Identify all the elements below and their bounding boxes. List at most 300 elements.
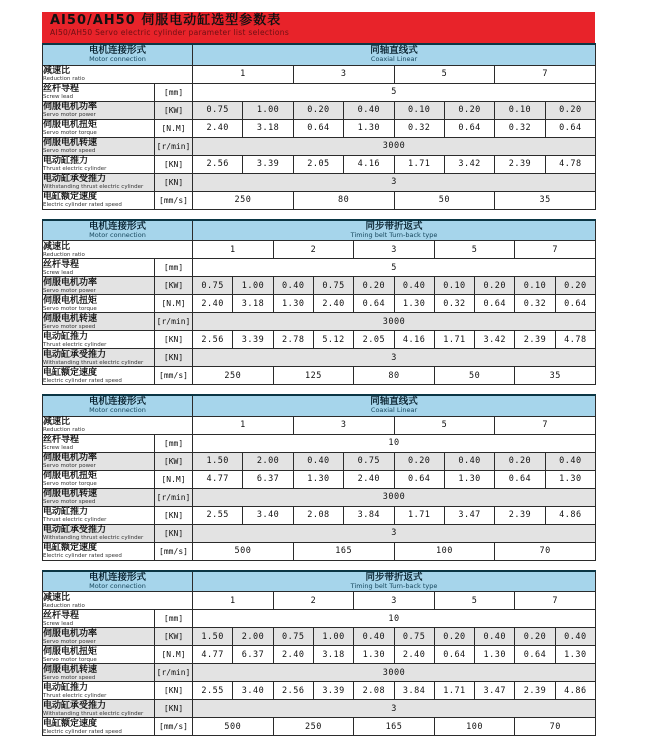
label-withstand [43,700,155,718]
label-motor_speed-en: Servo motor speed [43,323,96,330]
cell-thrust-3: 5.12 [313,331,353,349]
cell-rated_speed-0: 250 [193,367,274,385]
unit-motor_speed: [r/min] [155,664,193,682]
label-withstand [43,173,155,191]
cell-power-5: 0.75 [394,628,434,646]
cell-torque-0: 2.40 [193,295,233,313]
cell-power-1: 2.00 [233,628,273,646]
cell-torque-2: 1.30 [273,295,313,313]
label-withstand-zh: 电动缸承受推力 [43,174,107,184]
unit-thrust: [KN] [155,331,193,349]
label-thrust-zh: 电动缸推力 [43,682,89,693]
cell-ratios-1: 3 [293,65,394,83]
cell-thrust-0: 2.56 [193,331,233,349]
label-torque-zh: 伺服电机扭矩 [43,471,98,481]
cell-thrust-2: 2.05 [293,155,343,173]
label-thrust [43,506,155,524]
unit-rated_speed: [mm/s] [155,542,193,560]
cell-ratios-4: 7 [515,592,596,610]
cell-power-5: 0.40 [444,452,494,470]
cell-power-4: 0.20 [354,277,394,295]
unit-screw_lead: [mm] [155,259,193,277]
cell-power-3: 0.75 [313,277,353,295]
cell-torque-7: 1.30 [475,646,515,664]
cell-rated_speed-2: 50 [394,191,495,209]
row-screw_lead [43,83,596,101]
cell-thrust-1: 3.39 [233,331,273,349]
unit-withstand: [KN] [155,349,193,367]
label-motor_speed [43,313,155,331]
row-thrust [43,331,596,349]
motor-connection-label-en: Motor connection [89,55,146,64]
label-motor_speed-zh: 伺服电机转速 [43,664,98,675]
header-motor-connection [43,44,193,65]
cell-ratios-2: 3 [354,241,435,259]
label-thrust-zh: 电动缸推力 [43,331,89,342]
cell-torque-1: 6.37 [233,646,273,664]
row-torque [43,295,596,313]
header-motor-connection [43,220,193,241]
connection-type-en: Timing belt Turn-back type [350,230,438,239]
label-torque-zh: 伺服电机扭矩 [43,295,98,306]
cell-ratios-0: 1 [193,241,274,259]
unit-rated_speed: [mm/s] [155,191,193,209]
row-ratios [43,241,596,259]
page-subtitle: AI50/AH50 Servo electric cylinder parameter list selections [50,28,290,37]
row-torque [43,646,596,664]
cell-power-0: 1.50 [193,628,233,646]
cell-ratios-2: 3 [354,592,435,610]
label-screw_lead-zh: 丝杆导程 [43,610,80,621]
unit-rated_speed: [mm/s] [155,367,193,385]
cell-rated_speed-2: 100 [394,542,495,560]
motor-connection-label-zh: 电机连接形式 [89,220,147,232]
label-ratios [43,65,193,83]
label-rated_speed-en: Electric cylinder rated speed [43,553,122,559]
cell-screw_lead: 5 [193,259,596,277]
label-power-zh: 伺服电机功率 [43,453,98,463]
parameter-table-4 [42,570,596,737]
cell-power-9: 0.40 [555,628,595,646]
unit-motor_speed: [r/min] [155,488,193,506]
row-motor_speed [43,313,596,331]
unit-torque: [N.M] [155,470,193,488]
cell-torque-8: 0.32 [515,295,555,313]
cell-power-5: 0.20 [444,101,494,119]
label-screw_lead-en: Screw lead [43,269,74,276]
cell-torque-5: 2.40 [394,646,434,664]
label-rated_speed [43,718,155,736]
motor-connection-label-en: Motor connection [89,581,146,590]
cell-ratios-3: 7 [495,65,596,83]
row-withstand [43,173,596,191]
cell-torque-6: 0.32 [495,119,545,137]
label-torque [43,646,155,664]
row-withstand [43,349,596,367]
label-power [43,277,155,295]
cell-rated_speed-2: 165 [354,718,435,736]
cell-thrust-7: 3.42 [475,331,515,349]
row-rated_speed [43,191,596,209]
unit-power: [KW] [155,628,193,646]
unit-screw_lead: [mm] [155,434,193,452]
label-ratios [43,416,193,434]
cell-thrust-9: 4.78 [555,331,595,349]
cell-thrust-0: 2.55 [193,682,233,700]
label-thrust-zh: 电动缸推力 [43,156,89,166]
row-withstand [43,524,596,542]
cell-torque-0: 2.40 [193,119,243,137]
cell-power-7: 0.20 [475,277,515,295]
section-header-row [43,44,596,65]
page-title: AI50/AH50 伺服电动缸选型参数表 [50,13,282,28]
parameter-table-1 [42,43,596,210]
cell-power-1: 1.00 [233,277,273,295]
cell-ratios-0: 1 [193,416,294,434]
cell-ratios-0: 1 [193,592,274,610]
cell-thrust-2: 2.78 [273,331,313,349]
cell-power-2: 0.20 [293,101,343,119]
section-header-row [43,571,596,592]
unit-torque: [N.M] [155,119,193,137]
label-ratios-zh: 减速比 [43,417,71,427]
cell-torque-2: 1.30 [293,470,343,488]
cell-withstand: 3 [193,524,596,542]
cell-power-0: 1.50 [193,452,243,470]
label-torque-en: Servo motor torque [43,656,97,663]
row-ratios [43,65,596,83]
cell-motor_speed: 3000 [193,137,596,155]
cell-ratios-1: 2 [273,241,354,259]
cell-power-2: 0.40 [273,277,313,295]
cell-rated_speed-1: 125 [273,367,354,385]
label-rated_speed [43,367,155,385]
cell-power-1: 1.00 [243,101,293,119]
label-screw_lead-zh: 丝杆导程 [43,435,80,445]
label-ratios-zh: 减速比 [43,66,71,76]
label-power-en: Servo motor power [43,112,96,118]
cell-torque-2: 2.40 [273,646,313,664]
label-rated_speed-zh: 电缸额定速度 [43,718,98,729]
sections [0,43,649,736]
title-banner [42,12,595,43]
row-power [43,101,596,119]
label-rated_speed-zh: 电缸额定速度 [43,192,98,202]
unit-torque: [N.M] [155,295,193,313]
label-torque [43,470,155,488]
cell-rated_speed-4: 70 [515,718,596,736]
cell-thrust-5: 3.47 [444,506,494,524]
label-withstand-en: Withstanding thrust electric cylinder [43,359,144,366]
cell-power-3: 1.00 [313,628,353,646]
row-thrust [43,682,596,700]
cell-torque-9: 0.64 [555,295,595,313]
label-motor_speed-zh: 伺服电机转速 [43,138,98,148]
cell-power-9: 0.20 [555,277,595,295]
label-withstand-zh: 电动缸承受推力 [43,525,107,535]
label-rated_speed-zh: 电缸额定速度 [43,367,98,378]
cell-thrust-6: 2.39 [495,155,545,173]
cell-power-6: 0.20 [434,628,474,646]
cell-torque-2: 0.64 [293,119,343,137]
connection-type-zh: 同步带折返式 [365,571,423,583]
cell-screw_lead: 10 [193,610,596,628]
section-header-row [43,220,596,241]
section-header-row [43,395,596,416]
label-rated_speed [43,542,155,560]
cell-torque-8: 0.64 [515,646,555,664]
label-motor_speed-zh: 伺服电机转速 [43,489,98,499]
cell-thrust-9: 4.86 [555,682,595,700]
connection-type-zh: 同轴直线式 [370,45,418,57]
label-thrust [43,682,155,700]
cell-thrust-4: 2.08 [354,682,394,700]
cell-torque-4: 1.30 [354,646,394,664]
cell-power-8: 0.10 [515,277,555,295]
cell-rated_speed-1: 250 [273,718,354,736]
cell-screw_lead: 10 [193,434,596,452]
cell-thrust-3: 4.16 [344,155,394,173]
cell-rated_speed-4: 35 [515,367,596,385]
unit-torque: [N.M] [155,646,193,664]
label-withstand-zh: 电动缸承受推力 [43,349,107,360]
row-rated_speed [43,367,596,385]
label-screw_lead-zh: 丝杆导程 [43,259,80,270]
row-thrust [43,506,596,524]
label-power-en: Servo motor power [43,463,96,469]
row-motor_speed [43,137,596,155]
header-connection-type [193,44,596,65]
unit-motor_speed: [r/min] [155,137,193,155]
label-torque-zh: 伺服电机扭矩 [43,646,98,657]
cell-rated_speed-3: 70 [495,542,596,560]
label-screw_lead [43,83,155,101]
cell-power-6: 0.20 [495,452,545,470]
parameter-table-3 [42,394,596,561]
cell-rated_speed-2: 80 [354,367,435,385]
label-ratios-en: Reduction ratio [43,76,85,82]
cell-torque-4: 0.64 [354,295,394,313]
unit-withstand: [KN] [155,524,193,542]
motor-connection-label-zh: 电机连接形式 [89,571,147,583]
connection-type-zh: 同步带折返式 [365,220,423,232]
label-screw_lead-zh: 丝杆导程 [43,84,80,94]
cell-motor_speed: 3000 [193,488,596,506]
label-ratios-en: Reduction ratio [43,602,85,609]
cell-ratios-4: 7 [515,241,596,259]
unit-thrust: [KN] [155,155,193,173]
label-thrust [43,155,155,173]
label-withstand [43,524,155,542]
label-power-en: Servo motor power [43,287,96,294]
cell-torque-5: 1.30 [394,295,434,313]
label-motor_speed-en: Servo motor speed [43,499,96,505]
label-power [43,101,155,119]
label-thrust [43,331,155,349]
cell-power-1: 2.00 [243,452,293,470]
row-ratios [43,416,596,434]
row-power [43,452,596,470]
cell-ratios-1: 2 [273,592,354,610]
unit-screw_lead: [mm] [155,83,193,101]
parameter-table-2 [42,219,596,386]
cell-power-2: 0.75 [273,628,313,646]
row-torque [43,119,596,137]
cell-torque-5: 1.30 [444,470,494,488]
label-rated_speed-en: Electric cylinder rated speed [43,377,122,384]
cell-thrust-5: 3.42 [444,155,494,173]
cell-motor_speed: 3000 [193,313,596,331]
cell-thrust-1: 3.39 [243,155,293,173]
label-withstand-en: Withstanding thrust electric cylinder [43,535,144,541]
row-power [43,277,596,295]
cell-power-7: 0.20 [545,101,595,119]
motor-connection-label-zh: 电机连接形式 [89,45,147,57]
cell-power-2: 0.40 [293,452,343,470]
unit-withstand: [KN] [155,700,193,718]
row-screw_lead [43,610,596,628]
cell-torque-6: 0.64 [434,646,474,664]
row-motor_speed [43,488,596,506]
cell-power-7: 0.40 [475,628,515,646]
cell-ratios-2: 5 [394,416,495,434]
cell-power-4: 0.20 [394,452,444,470]
label-screw_lead [43,259,155,277]
cell-thrust-4: 2.05 [354,331,394,349]
cell-torque-4: 0.64 [394,470,444,488]
row-motor_speed [43,664,596,682]
cell-torque-3: 3.18 [313,646,353,664]
cell-withstand: 3 [193,700,596,718]
header-connection-type [193,571,596,592]
row-rated_speed [43,718,596,736]
cell-rated_speed-0: 250 [193,191,294,209]
label-withstand-zh: 电动缸承受推力 [43,700,107,711]
page [0,12,649,743]
cell-power-8: 0.20 [515,628,555,646]
label-ratios [43,241,193,259]
header-motor-connection [43,571,193,592]
unit-screw_lead: [mm] [155,610,193,628]
label-torque [43,119,155,137]
cell-motor_speed: 3000 [193,664,596,682]
cell-torque-1: 6.37 [243,470,293,488]
cell-thrust-6: 1.71 [434,331,474,349]
cell-thrust-5: 3.84 [394,682,434,700]
label-withstand-en: Withstanding thrust electric cylinder [43,184,144,190]
label-thrust-en: Thrust electric cylinder [43,692,107,699]
cell-thrust-7: 4.86 [545,506,595,524]
cell-thrust-8: 2.39 [515,682,555,700]
cell-power-6: 0.10 [434,277,474,295]
cell-rated_speed-3: 100 [434,718,515,736]
cell-rated_speed-1: 80 [293,191,394,209]
cell-ratios-2: 5 [394,65,495,83]
label-screw_lead-en: Screw lead [43,445,74,451]
cell-torque-3: 1.30 [344,119,394,137]
cell-power-0: 0.75 [193,277,233,295]
cell-thrust-3: 3.84 [344,506,394,524]
cell-ratios-3: 5 [434,592,515,610]
label-motor_speed-en: Servo motor speed [43,674,96,681]
unit-thrust: [KN] [155,506,193,524]
motor-connection-label-zh: 电机连接形式 [89,396,147,408]
cell-torque-7: 1.30 [545,470,595,488]
unit-power: [KW] [155,101,193,119]
unit-power: [KW] [155,277,193,295]
label-screw_lead-en: Screw lead [43,620,74,627]
label-thrust-en: Thrust electric cylinder [43,341,107,348]
cell-rated_speed-0: 500 [193,718,274,736]
cell-thrust-0: 2.56 [193,155,243,173]
cell-screw_lead: 5 [193,83,596,101]
cell-thrust-0: 2.55 [193,506,243,524]
label-power-zh: 伺服电机功率 [43,628,98,639]
label-ratios-en: Reduction ratio [43,427,85,433]
cell-power-3: 0.75 [344,452,394,470]
label-rated_speed-zh: 电缸额定速度 [43,543,98,553]
cell-thrust-7: 3.47 [475,682,515,700]
label-thrust-zh: 电动缸推力 [43,507,89,517]
cell-thrust-6: 1.71 [434,682,474,700]
label-screw_lead [43,434,155,452]
cell-thrust-3: 3.39 [313,682,353,700]
cell-thrust-1: 3.40 [243,506,293,524]
row-power [43,628,596,646]
cell-torque-1: 3.18 [243,119,293,137]
row-screw_lead [43,259,596,277]
cell-ratios-3: 7 [495,416,596,434]
row-rated_speed [43,542,596,560]
motor-connection-label-en: Motor connection [89,406,146,415]
unit-withstand: [KN] [155,173,193,191]
cell-torque-5: 0.64 [444,119,494,137]
cell-thrust-5: 4.16 [394,331,434,349]
cell-thrust-4: 1.71 [394,155,444,173]
label-thrust-en: Thrust electric cylinder [43,166,107,172]
cell-rated_speed-0: 500 [193,542,294,560]
cell-torque-7: 0.64 [475,295,515,313]
label-torque-en: Servo motor torque [43,481,97,487]
label-motor_speed [43,488,155,506]
cell-torque-1: 3.18 [233,295,273,313]
cell-thrust-8: 2.39 [515,331,555,349]
cell-ratios-0: 1 [193,65,294,83]
header-motor-connection [43,395,193,416]
unit-rated_speed: [mm/s] [155,718,193,736]
label-rated_speed-en: Electric cylinder rated speed [43,728,122,735]
label-torque-en: Servo motor torque [43,130,97,136]
row-thrust [43,155,596,173]
label-ratios [43,592,193,610]
row-screw_lead [43,434,596,452]
label-ratios-zh: 减速比 [43,241,71,252]
label-motor_speed-zh: 伺服电机转速 [43,313,98,324]
cell-thrust-4: 1.71 [394,506,444,524]
cell-power-3: 0.40 [344,101,394,119]
header-connection-type [193,220,596,241]
unit-motor_speed: [r/min] [155,313,193,331]
row-withstand [43,700,596,718]
motor-connection-label-en: Motor connection [89,230,146,239]
cell-torque-0: 4.77 [193,470,243,488]
connection-type-zh: 同轴直线式 [370,396,418,408]
cell-power-6: 0.10 [495,101,545,119]
label-motor_speed [43,664,155,682]
label-screw_lead [43,610,155,628]
label-power [43,628,155,646]
cell-thrust-7: 4.78 [545,155,595,173]
